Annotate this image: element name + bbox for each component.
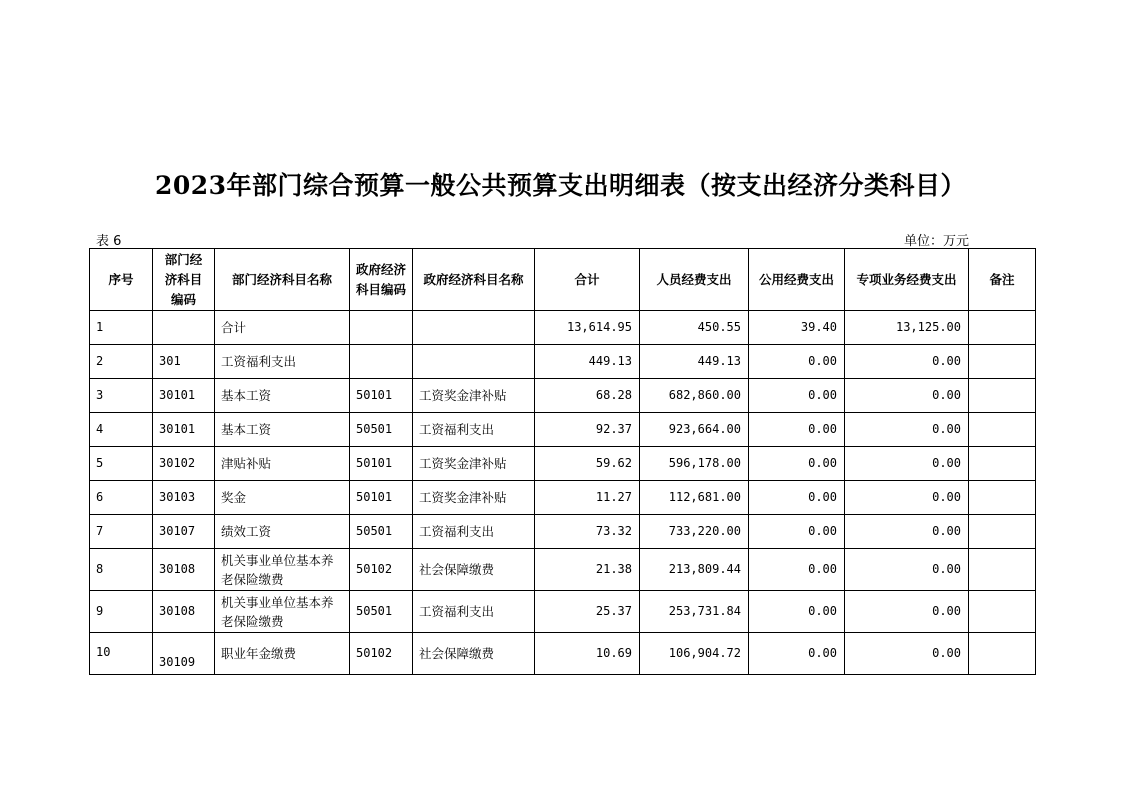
cell-gov-code: 50501	[350, 591, 413, 633]
document-title: 2023年部门综合预算一般公共预算支出明细表（按支出经济分类科目）	[154, 171, 967, 200]
cell-personnel: 733,220.00	[640, 515, 749, 549]
cell-seq: 2	[90, 345, 153, 379]
cell-personnel: 112,681.00	[640, 481, 749, 515]
cell-seq: 4	[90, 413, 153, 447]
table-row	[90, 413, 1036, 447]
header-dept-code: 部门经济科目编码	[153, 249, 215, 311]
cell-personnel: 253,731.84	[640, 591, 749, 633]
cell-seq: 9	[90, 591, 153, 633]
cell-seq: 5	[90, 447, 153, 481]
cell-dept-name: 绩效工资	[215, 515, 350, 549]
header-special: 专项业务经费支出	[845, 249, 969, 311]
cell-seq: 6	[90, 481, 153, 515]
cell-seq: 8	[90, 549, 153, 591]
cell-gov-code: 50501	[350, 413, 413, 447]
cell-gov-code: 50102	[350, 633, 413, 675]
header-public: 公用经费支出	[749, 249, 845, 311]
cell-remark	[969, 591, 1036, 633]
cell-public: 0.00	[749, 345, 845, 379]
budget-table	[89, 248, 1036, 675]
header-remark: 备注	[969, 249, 1036, 311]
cell-dept-code: 30102	[153, 447, 215, 481]
cell-total: 73.32	[535, 515, 640, 549]
cell-gov-code: 50101	[350, 481, 413, 515]
cell-public: 0.00	[749, 481, 845, 515]
cell-dept-name: 职业年金缴费	[215, 633, 350, 675]
cell-dept-name: 合计	[215, 311, 350, 345]
cell-gov-name: 社会保障缴费	[413, 549, 535, 591]
cell-public: 0.00	[749, 549, 845, 591]
cell-gov-code: 50101	[350, 447, 413, 481]
cell-remark	[969, 515, 1036, 549]
cell-gov-name	[413, 345, 535, 379]
cell-gov-name: 工资福利支出	[413, 591, 535, 633]
cell-remark	[969, 447, 1036, 481]
cell-total: 449.13	[535, 345, 640, 379]
cell-dept-name: 基本工资	[215, 413, 350, 447]
header-gov-code: 政府经济科目编码	[350, 249, 413, 311]
cell-remark	[969, 345, 1036, 379]
header-dept-name: 部门经济科目名称	[215, 249, 350, 311]
table-row	[90, 633, 1036, 675]
cell-personnel: 596,178.00	[640, 447, 749, 481]
cell-gov-code	[350, 311, 413, 345]
unit-label: 单位：万元	[904, 234, 970, 249]
cell-dept-name: 津贴补贴	[215, 447, 350, 481]
cell-dept-code: 30108	[153, 591, 215, 633]
cell-gov-code: 50501	[350, 515, 413, 549]
cell-dept-name: 基本工资	[215, 379, 350, 413]
cell-dept-name: 机关事业单位基本养老保险缴费	[215, 549, 350, 591]
cell-personnel: 923,664.00	[640, 413, 749, 447]
header-total: 合计	[535, 249, 640, 311]
cell-personnel: 450.55	[640, 311, 749, 345]
table-label: 表 6	[96, 234, 122, 249]
cell-dept-code: 30103	[153, 481, 215, 515]
cell-remark	[969, 633, 1036, 675]
cell-special: 0.00	[845, 481, 969, 515]
table-row	[90, 591, 1036, 633]
cell-remark	[969, 481, 1036, 515]
cell-gov-code: 50102	[350, 549, 413, 591]
table-row	[90, 481, 1036, 515]
cell-remark	[969, 379, 1036, 413]
cell-special: 0.00	[845, 379, 969, 413]
cell-remark	[969, 311, 1036, 345]
cell-public: 0.00	[749, 379, 845, 413]
cell-gov-name: 工资奖金津补贴	[413, 447, 535, 481]
table-row	[90, 515, 1036, 549]
cell-total: 92.37	[535, 413, 640, 447]
cell-dept-code: 30109	[153, 633, 215, 675]
cell-total: 11.27	[535, 481, 640, 515]
cell-dept-code: 30101	[153, 379, 215, 413]
table-row	[90, 549, 1036, 591]
cell-gov-name: 工资福利支出	[413, 413, 535, 447]
table-row	[90, 379, 1036, 413]
cell-public: 0.00	[749, 515, 845, 549]
cell-special: 13,125.00	[845, 311, 969, 345]
cell-seq: 7	[90, 515, 153, 549]
cell-dept-code: 30101	[153, 413, 215, 447]
header-row	[90, 249, 1036, 311]
cell-personnel: 213,809.44	[640, 549, 749, 591]
cell-dept-code: 30108	[153, 549, 215, 591]
cell-dept-name: 奖金	[215, 481, 350, 515]
cell-total: 25.37	[535, 591, 640, 633]
cell-seq: 10	[90, 633, 153, 675]
cell-public: 0.00	[749, 633, 845, 675]
cell-dept-code: 30107	[153, 515, 215, 549]
header-gov-name: 政府经济科目名称	[413, 249, 535, 311]
cell-total: 13,614.95	[535, 311, 640, 345]
cell-gov-code: 50101	[350, 379, 413, 413]
cell-gov-name: 工资奖金津补贴	[413, 481, 535, 515]
cell-total: 21.38	[535, 549, 640, 591]
cell-personnel: 682,860.00	[640, 379, 749, 413]
cell-public: 0.00	[749, 591, 845, 633]
table-row	[90, 345, 1036, 379]
cell-special: 0.00	[845, 515, 969, 549]
cell-special: 0.00	[845, 413, 969, 447]
cell-special: 0.00	[845, 633, 969, 675]
cell-dept-code: 301	[153, 345, 215, 379]
cell-special: 0.00	[845, 549, 969, 591]
header-personnel: 人员经费支出	[640, 249, 749, 311]
cell-gov-name: 工资福利支出	[413, 515, 535, 549]
cell-dept-name: 工资福利支出	[215, 345, 350, 379]
header-seq: 序号	[90, 249, 153, 311]
cell-dept-name: 机关事业单位基本养老保险缴费	[215, 591, 350, 633]
cell-total: 59.62	[535, 447, 640, 481]
cell-personnel: 106,904.72	[640, 633, 749, 675]
cell-public: 0.00	[749, 413, 845, 447]
cell-remark	[969, 413, 1036, 447]
cell-gov-name: 工资奖金津补贴	[413, 379, 535, 413]
cell-special: 0.00	[845, 591, 969, 633]
cell-total: 68.28	[535, 379, 640, 413]
cell-seq: 1	[90, 311, 153, 345]
cell-personnel: 449.13	[640, 345, 749, 379]
cell-remark	[969, 549, 1036, 591]
cell-gov-name	[413, 311, 535, 345]
cell-dept-code	[153, 311, 215, 345]
cell-total: 10.69	[535, 633, 640, 675]
cell-special: 0.00	[845, 345, 969, 379]
cell-public: 39.40	[749, 311, 845, 345]
cell-public: 0.00	[749, 447, 845, 481]
cell-special: 0.00	[845, 447, 969, 481]
cell-gov-name: 社会保障缴费	[413, 633, 535, 675]
cell-seq: 3	[90, 379, 153, 413]
cell-gov-code	[350, 345, 413, 379]
table-row	[90, 311, 1036, 345]
table-row	[90, 447, 1036, 481]
